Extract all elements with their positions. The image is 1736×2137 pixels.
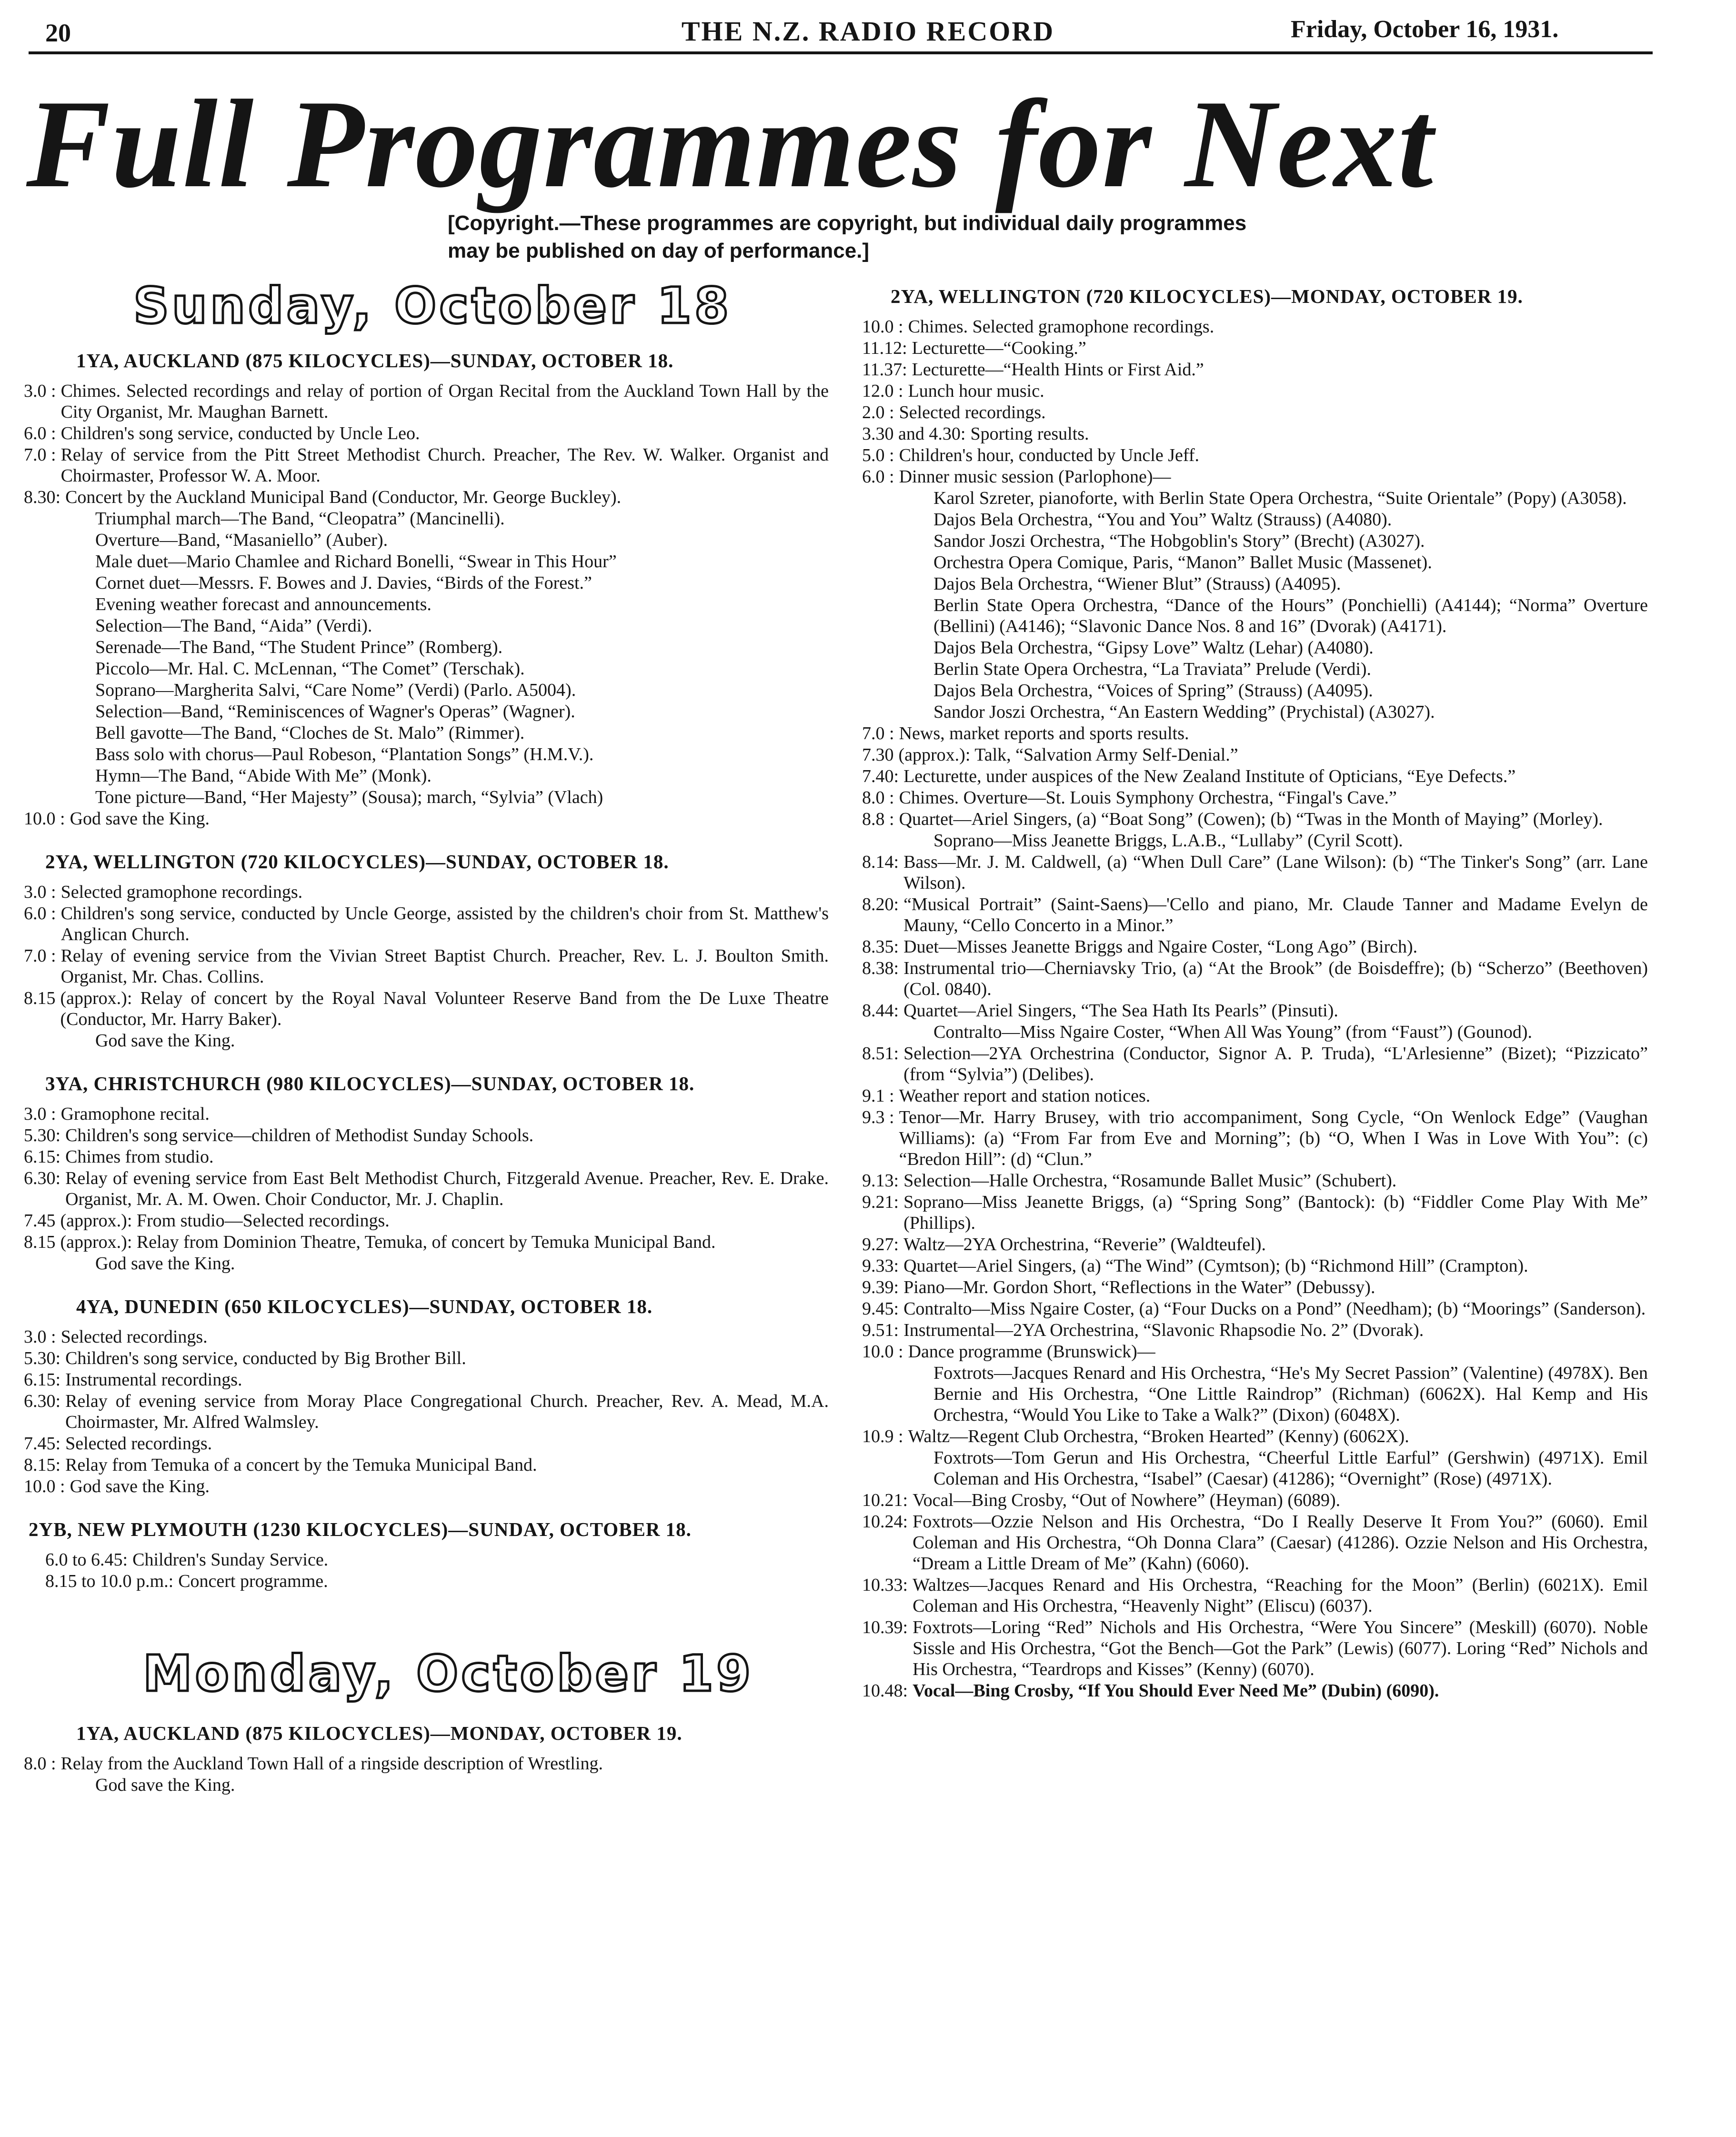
entry-time: 8.44: [862,1001,899,1021]
issue-date: Friday, October 16, 1931. [1291,16,1559,43]
entry-text: Instrumental recordings. [65,1369,242,1390]
entry-text: Relay from Temuka of a concert by the Temuka Municipal Band. [65,1455,537,1475]
entry-text: Children's song service—children of Methodist Sunday Schools. [65,1125,534,1145]
program-entry [862,1085,1648,1106]
program-item: Evening weather forecast and announcements. [95,594,431,614]
program-entry [862,445,1648,466]
program-item: Selection—The Band, “Aida” (Verdi). [95,615,372,636]
program-entry [862,381,1648,401]
program-entry [862,423,1648,444]
program-entry [24,1476,829,1497]
day-heading-monday: Monday, October 19 [143,1644,754,1703]
station-block-4ya-sunday [24,1296,829,1497]
entry-time: 10.9 : [862,1426,903,1446]
program-entry [862,744,1648,765]
entry-text: Waltzes—Jacques Renard and His Orchestra, “Reaching for the Moon” (Berlin) (6021X). Emil Coleman and His Orchestra, “Heavenly Night” (Eliscu) (6037). [913,1575,1648,1616]
entry-text: Soprano—Miss Jeanette Briggs, (a) “Spring Song” (Bantock): (b) “Fiddler Come Play With Me” (Phillips). [903,1192,1648,1233]
program-entry [862,958,1648,1000]
entry-time: 6.15: [24,1369,61,1390]
entry-text: Concert programme. [178,1571,328,1591]
program-entry [24,1348,829,1369]
program-entry [24,1433,829,1454]
program-entry [862,1107,1648,1170]
entry-time: 8.35: [862,937,899,957]
program-item: Bass solo with chorus—Paul Robeson, “Plantation Songs” (H.M.V.). [95,744,594,764]
entry-time: 9.51: [862,1320,899,1340]
program-entry [24,1753,829,1774]
entry-text: “Musical Portrait” (Saint-Saens)—'Cello and piano, Mr. Claude Tanner and Madame Evelyn de Mauny, “Cello Concerto in a Minor.” [903,894,1648,935]
program-item: Berlin State Opera Orchestra, “Dance of the Hours” (Ponchielli) (A4144); “Norma” Overture (Bellini) (A4146); “Slavonic Dance Nos. 8 and 16” (Dvorak) (A4171). [933,595,1648,636]
entry-text: Selected gramophone recordings. [60,882,303,902]
copyright-notice: [Copyright.—These programmes are copyright, but individual daily programmes may be published on day of performance.] [448,211,1247,262]
entry-time: 9.13: [862,1171,899,1191]
program-item: Contralto—Miss Ngaire Coster, “When All Was Young” (from “Faust”) (Gounod). [933,1022,1532,1042]
entry-time: 10.0 : [862,1342,903,1362]
entry-text: Chimes. Overture—St. Louis Symphony Orchestra, “Fingal's Cave.” [899,788,1397,808]
entry-text: Bass—Mr. J. M. Caldwell, (a) “When Dull Care” (Lane Wilson): (b) “The Tinker's Song” (arr. Lane Wilson). [903,852,1648,893]
program-item: Hymn—The Band, “Abide With Me” (Monk). [95,765,431,786]
program-entry [862,936,1648,957]
entry-text: Foxtrots—Ozzie Nelson and His Orchestra, “Do I Really Deserve It From You?” (6060). Emil Coleman and His Orchestra, “Oh Donna Clara” (Caesar) (41286). Ozzie Nelson and His Orchestra, “Dream a Little Dream of Me” (Kahn) (6060). [913,1512,1648,1574]
program-item: Overture—Band, “Masaniello” (Auber). [95,530,388,550]
entry-time: 3.0 : [24,882,56,902]
program-entry [24,444,829,486]
entry-text: Waltz—Regent Club Orchestra, “Broken Hearted” (Kenny) (6062X). [908,1426,1409,1446]
entry-time: 8.14: [862,852,899,872]
entry-text: Waltz—2YA Orchestrina, “Reverie” (Waldteufel). [903,1234,1266,1254]
station-block-1ya-monday [24,1723,829,1796]
program-item: Soprano—Margherita Salvi, “Care Nome” (Verdi) (Parlo. A5004). [95,680,576,700]
entry-time: 11.12: [862,338,907,358]
program-entry [24,487,829,508]
program-item: Sandor Joszi Orchestra, “The Hobgoblin's Story” (Brecht) (A3027). [933,531,1425,551]
entry-time: 9.21: [862,1192,899,1212]
program-entry [862,338,1648,359]
program-entry [862,1680,1648,1701]
entry-time: 8.0 : [862,788,894,808]
entry-time: 12.0 : [862,381,903,401]
entry-time: 10.0 : [862,317,903,337]
program-item: Selection—Band, “Reminiscences of Wagner's Operas” (Wagner). [95,701,575,722]
entry-text: Piano—Mr. Gordon Short, “Reflections in the Water” (Debussy). [903,1277,1375,1297]
entry-time: 8.15: [24,1455,61,1475]
entry-time: 7.0 : [24,444,56,465]
entry-text: Selected recordings. [60,1326,208,1347]
program-entry [862,1170,1648,1191]
entry-text: Foxtrots—Loring “Red” Nichols and His Orchestra, “Were You Sincere” (Meskill) (6070). Noble Sissle and His Orchestra, “Got the Bench—Got the Park” (Lewis) (6077). Loring “Red” Nichols and His Orchestra, “Teardrops and Kisses” (Kenny) (6070). [913,1617,1648,1679]
entry-time: 10.33: [862,1575,908,1595]
entry-time: 9.1 : [862,1086,894,1106]
page-title: Full Programmes for Next [26,74,1434,214]
program-entry [24,1125,829,1146]
entry-text: Sporting results. [970,424,1089,444]
entry-time: 7.30 [862,745,894,765]
program-entry [862,723,1648,744]
entry-text: Tenor—Mr. Harry Brusey, with trio accompaniment, Song Cycle, “On Wenlock Edge” (Vaughan Williams): (a) “From Far from Eve and Morning”; (b) “O, When I Was in Love With You”: (c) “Bredon Hill”: (d) “Clun.” [899,1107,1648,1169]
program-entry [24,882,829,903]
program-entry [24,1104,829,1124]
program-entry [24,1168,829,1210]
entry-text: Children's song service, conducted by Uncle Leo. [60,423,420,443]
entry-time: 8.15 [24,988,56,1008]
entry-text: Quartet—Ariel Singers, “The Sea Hath Its Pearls” (Pinsuti). [903,1001,1338,1021]
publication-title: THE N.Z. RADIO RECORD [681,16,1055,47]
entry-text: Children's Sunday Service. [132,1549,329,1570]
entry-time: 10.21: [862,1490,908,1510]
program-item: Tone picture—Band, “Her Majesty” (Sousa); march, “Sylvia” (Vlach) [95,787,603,807]
entry-time: 3.0 : [24,1104,56,1124]
entry-text: Selection—Halle Orchestra, “Rosamunde Ballet Music” (Schubert). [903,1171,1397,1191]
program-entry [24,1571,829,1592]
entry-time: 6.30: [24,1168,61,1188]
program-entry [24,988,829,1030]
entry-time: 3.0 : [24,381,56,401]
entry-text: (approx.): Talk, “Salvation Army Self-Denial.” [898,745,1238,765]
entry-time: 6.0 : [24,903,56,923]
program-entry [862,359,1648,380]
program-entry [862,1575,1648,1616]
entry-text: Lunch hour music. [908,381,1044,401]
program-item: Orchestra Opera Comique, Paris, “Manon” Ballet Music (Massenet). [933,552,1432,572]
entry-text: News, market reports and sports results. [899,723,1189,743]
program-entry [862,1000,1648,1021]
entry-time: 10.39: [862,1617,908,1637]
program-entry [24,1391,829,1433]
entry-time: 8.20: [862,894,899,914]
station-heading: 3YA, CHRISTCHURCH (980 KILOCYCLES)—SUNDAY, OCTOBER 18. [45,1072,695,1094]
program-item: Cornet duet—Messrs. F. Bowes and J. Davies, “Birds of the Forest.” [95,572,592,593]
program-item: Male duet—Mario Chamlee and Richard Bonelli, “Swear in This Hour” [95,551,617,572]
entry-time: 9.3 : [862,1107,894,1127]
entry-time: 8.38: [862,958,899,978]
program-entry [862,1426,1648,1447]
program-item: Dajos Bela Orchestra, “You and You” Waltz (Strauss) (A4080). [933,510,1392,530]
program-item: Bell gavotte—The Band, “Cloches de St. Malo” (Rimmer). [95,722,525,743]
program-entry [862,787,1648,808]
station-heading: 4YA, DUNEDIN (650 KILOCYCLES)—SUNDAY, OCTOBER 18. [76,1295,653,1317]
station-block-2ya-sunday [24,851,829,1051]
entry-time: 10.48: [862,1681,908,1701]
page-number: 20 [45,19,71,47]
entry-text: Dinner music session (Parlophone)— [899,467,1171,487]
entry-text: Chimes from studio. [65,1146,214,1167]
entry-text: Children's hour, conducted by Uncle Jeff. [899,445,1199,465]
header-rule [29,51,1653,54]
program-entry [862,1234,1648,1255]
entry-text: Quartet—Ariel Singers, (a) “Boat Song” (Cowen); (b) “Twas in the Month of Maying” (Morley). [899,809,1603,829]
entry-time: 8.0 : [24,1753,56,1774]
entry-text: Instrumental trio—Cherniavsky Trio, (a) “At the Brook” (de Boisdeffre); (b) “Scherzo” (Beethoven) (Col. 0840). [903,958,1648,999]
program-item: Dajos Bela Orchestra, “Gipsy Love” Waltz (Lehar) (A4080). [933,638,1374,658]
program-entry [24,1326,829,1347]
program-entry [24,1455,829,1475]
entry-time: 5.30: [24,1125,61,1145]
program-entry [862,402,1648,423]
program-entry [24,1369,829,1390]
station-block-3ya-sunday [24,1073,829,1274]
entry-text: (approx.): From studio—Selected recordings. [60,1210,390,1231]
entry-time: 2.0 : [862,402,894,422]
entry-text: Vocal—Bing Crosby, “If You Should Ever Need Me” (Dubin) (6090). [913,1681,1439,1701]
program-entry [862,852,1648,893]
station-block-1ya-sunday [24,350,829,829]
program-item: Karol Szreter, pianoforte, with Berlin State Opera Orchestra, “Suite Orientale” (Popy) (A3058). [933,488,1627,508]
program-item: Berlin State Opera Orchestra, “La Traviata” Prelude (Verdi). [933,659,1372,679]
program-item: Foxtrots—Jacques Renard and His Orchestra, “He's My Secret Passion” (Valentine) (4978X). Ben Bernie and His Orchestra, “One Little Raindrop” (Richman) (6062X). Hal Kemp and His Orchestra, “Would You Like to Take a Walk?” (Dixon) (6048X). [933,1363,1648,1425]
program-entry [862,1617,1648,1680]
entry-time: 7.0 : [24,945,56,966]
entry-time: 7.45 [24,1210,56,1231]
program-item: Sandor Joszi Orchestra, “An Eastern Wedding” (Prychistal) (A3027). [933,702,1435,722]
entry-text: Concert by the Auckland Municipal Band (Conductor, Mr. George Buckley). [65,487,622,507]
entry-text: Children's song service, conducted by Uncle George, assisted by the children's choir from St. Matthew's Anglican Church. [60,903,829,944]
program-entry [862,1192,1648,1234]
entry-text: God save the King. [70,1476,210,1496]
entry-text: (approx.): Relay from Dominion Theatre, Temuka, of concert by Temuka Municipal Band. [60,1232,716,1252]
entry-time: 6.0 : [862,467,894,487]
entry-text: Dance programme (Brunswick)— [908,1342,1155,1362]
entry-text: Chimes. Selected recordings and relay of portion of Organ Recital from the Auckland Town Hall by the City Organist, Mr. Maughan Barnett. [60,381,829,422]
day-heading-sunday: Sunday, October 18 [133,277,732,335]
entry-text: Children's song service, conducted by Big Brother Bill. [65,1348,466,1368]
entry-time: 10.0 : [24,1476,65,1496]
entry-time: 8.8 : [862,809,894,829]
program-entry [862,1490,1648,1511]
program-entry [24,381,829,422]
entry-text: God save the King. [70,808,210,829]
entry-text: Contralto—Miss Ngaire Coster, (a) “Four Ducks on a Pond” (Needham); (b) “Moorings” (Sanderson). [903,1299,1646,1319]
entry-time: 3.0 : [24,1326,56,1347]
program-item: Serenade—The Band, “The Student Prince” (Romberg). [95,637,503,657]
entry-time: 8.15 [24,1232,56,1252]
entry-time: 11.37: [862,360,907,380]
program-item: Dajos Bela Orchestra, “Wiener Blut” (Strauss) (A4095). [933,574,1341,594]
entry-text: Lecturette—“Health Hints or First Aid.” [912,360,1204,380]
program-entry [862,1511,1648,1574]
left-column [24,276,829,1796]
entry-time: 7.45: [24,1433,61,1454]
entry-text: Lecturette—“Cooking.” [912,338,1086,358]
program-entry [862,1320,1648,1341]
program-item: Dajos Bela Orchestra, “Voices of Spring” (Strauss) (A4095). [933,681,1373,701]
station-heading: 1YA, AUCKLAND (875 KILOCYCLES)—SUNDAY, OCTOBER 18. [76,349,674,371]
entry-time: 6.30: [24,1391,61,1411]
closing-line: God save the King. [95,1775,235,1795]
program-item: Foxtrots—Tom Gerun and His Orchestra, “Cheerful Little Earful” (Gershwin) (4971X). Emil Coleman and His Orchestra, “Isabel” (Caesar) (41286); “Overnight” (Rose) (4971X). [933,1448,1648,1489]
right-column [862,286,1648,1702]
program-entry [862,316,1648,337]
entry-time: 8.51: [862,1043,899,1063]
entry-text: Duet—Misses Jeanette Briggs and Ngaire Coster, “Long Ago” (Birch). [903,937,1418,957]
program-entry [24,1232,829,1253]
entry-text: Lecturette, under auspices of the New Zealand Institute of Opticians, “Eye Defects.” [903,766,1516,786]
entry-time: 8.15 to 10.0 p.m.: [45,1571,174,1591]
program-item: Triumphal march—The Band, “Cleopatra” (Mancinelli). [95,508,505,529]
entry-text: Chimes. Selected gramophone recordings. [908,317,1214,337]
entry-text: Relay of evening service from the Vivian Street Baptist Church. Preacher, Rev. L. J. Boulton Smith. Organist, Mr. Chas. Collins. [60,945,829,987]
program-entry [862,1341,1648,1362]
entry-text: Instrumental—2YA Orchestrina, “Slavonic Rhapsodie No. 2” (Dvorak). [903,1320,1424,1340]
entry-time: 10.24: [862,1512,908,1532]
entry-time: 7.40: [862,766,899,786]
entry-time: 7.0 : [862,723,894,743]
entry-text: Relay of evening service from East Belt Methodist Church, Fitzgerald Avenue. Preacher, Rev. E. Drake. Organist, Mr. A. M. Owen. Choir Conductor, Mr. J. Chaplin. [65,1168,829,1209]
station-heading: 2YB, NEW PLYMOUTH (1230 KILOCYCLES)—SUNDAY, OCTOBER 18. [29,1518,692,1540]
program-entry [862,766,1648,787]
entry-time: 9.27: [862,1234,899,1254]
entry-time: 8.30: [24,487,61,507]
entry-time: 9.33: [862,1256,899,1276]
entry-text: Gramophone recital. [60,1104,210,1124]
program-entry [24,1210,829,1231]
station-block-2yb-sunday [24,1519,829,1592]
entry-time: 10.0 : [24,808,65,829]
entry-time: 9.45: [862,1299,899,1319]
entry-time: 6.0 to 6.45: [45,1549,128,1570]
entry-text: Selected recordings. [899,402,1046,422]
program-entry [24,423,829,444]
program-entry [862,809,1648,830]
program-entry [24,1549,829,1570]
entry-text: Quartet—Ariel Singers, (a) “The Wind” (Cymtson); (b) “Richmond Hill” (Crampton). [903,1256,1528,1276]
entry-text: Relay of service from the Pitt Street Methodist Church. Preacher, The Rev. W. Walker. Organist and Choirmaster, Professor W. A. Moor. [60,444,829,486]
program-entry [862,1277,1648,1298]
program-entry [862,1298,1648,1319]
program-entry [24,945,829,987]
entry-text: (approx.): Relay of concert by the Royal Naval Volunteer Reserve Band from the De Luxe Theatre (Conductor, Mr. Harry Baker). [60,988,829,1029]
entry-time: 5.0 : [862,445,894,465]
entry-text: Weather report and station notices. [899,1086,1151,1106]
program-entry [24,1146,829,1167]
station-heading: 2YA, WELLINGTON (720 KILOCYCLES)—MONDAY, OCTOBER 19. [891,285,1523,307]
program-entry [24,903,829,945]
program-entry [862,1043,1648,1085]
entry-time: 9.39: [862,1277,899,1297]
program-item: Piccolo—Mr. Hal. C. McLennan, “The Comet” (Terschak). [95,658,525,679]
program-entry [862,1255,1648,1276]
entry-text: Selection—2YA Orchestrina (Conductor, Signor A. P. Truda), “L'Arlesienne” (Bizet); “Pizzicato” (from “Sylvia”) (Delibes). [903,1043,1648,1084]
entry-text: Selected recordings. [65,1433,212,1454]
entry-time: 5.30: [24,1348,61,1368]
entry-text: Vocal—Bing Crosby, “Out of Nowhere” (Heyman) (6089). [913,1490,1341,1510]
program-entry [24,808,829,829]
closing-line: God save the King. [95,1030,235,1051]
entry-text: Relay from the Auckland Town Hall of a ringside description of Wrestling. [60,1753,603,1774]
program-entry [862,894,1648,936]
program-item: Soprano—Miss Jeanette Briggs, L.A.B., “Lullaby” (Cyril Scott). [933,831,1403,851]
entry-time: 6.15: [24,1146,61,1167]
entry-time: 3.30 and 4.30: [862,424,966,444]
entry-text: Relay of evening service from Moray Place Congregational Church. Preacher, Rev. A. Mead, M.A. Choirmaster, Mr. Alfred Walmsley. [65,1391,829,1432]
program-entry [862,466,1648,487]
entry-time: 6.0 : [24,423,56,443]
closing-line: God save the King. [95,1253,235,1274]
station-heading: 1YA, AUCKLAND (875 KILOCYCLES)—MONDAY, OCTOBER 19. [76,1722,682,1744]
station-heading: 2YA, WELLINGTON (720 KILOCYCLES)—SUNDAY, OCTOBER 18. [45,850,669,873]
